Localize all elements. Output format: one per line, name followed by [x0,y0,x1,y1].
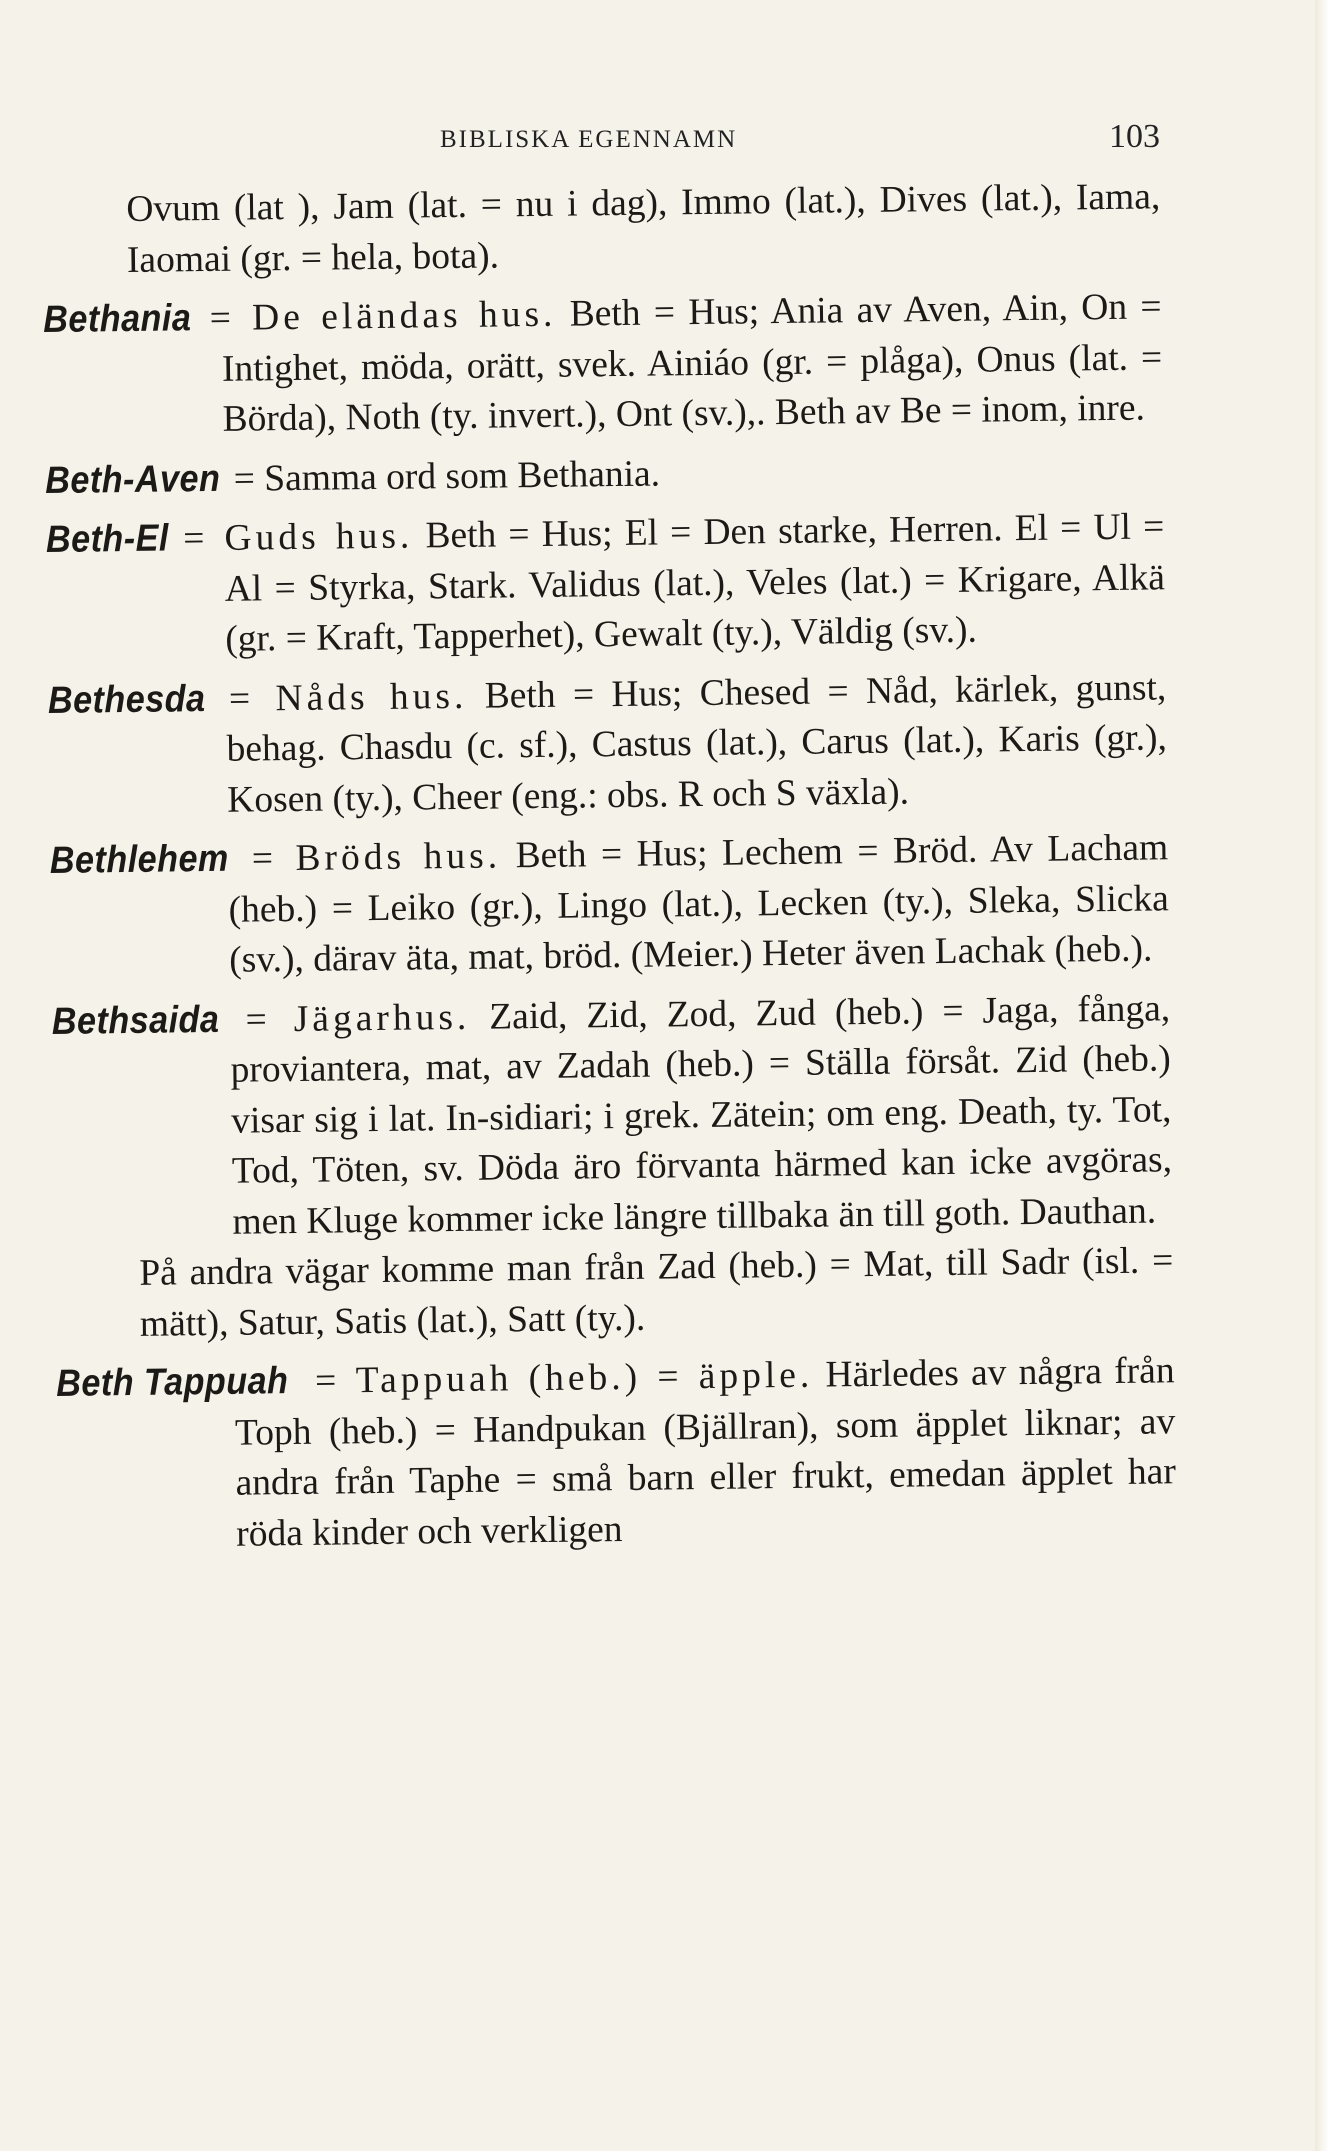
entry-beth-tappuah [56,1345,1177,1561]
entry-bethsaida-continuation [139,1236,1174,1350]
meaning: = Nåds hus. [207,675,468,720]
page-header [440,118,1160,168]
entry-text: = Samma ord som Bethania. [224,452,661,500]
entry-beth-el [45,501,1166,666]
entry-text: Ovum (lat ), Jam (lat. = nu i dag), Immo (lat.), Dives (lat.), Iama, Iaomai (gr. = hela, bota). [126,176,1161,281]
headword: Bethlehem [49,837,230,882]
entry-text: Härledes av några från Toph (heb.) = Handpukan (Bjällran), som äpplet liknar; av andra från Taphe = små barn eller frukt, emedan äpplet har röda kinder och verkligen [234,1350,1177,1555]
entry-text: Beth = Hus; El = Den starke, Herren. El = Ul = Al = Styrka, Stark. Validus (lat.), Veles (lat.) = Krigare, Alkä (gr. = Kraft, Tapperhet), Gewalt (ty.), Väldig (sv.). [224,506,1166,660]
meaning: = Tappuah (heb.) = äpple. [298,1354,814,1402]
meaning: = Bröds hus. [233,835,502,880]
page-edge [1315,0,1329,2151]
headword: Beth-El [45,517,170,562]
headword: Beth-Aven [44,457,221,502]
meaning: = Guds hus. [166,515,414,560]
body-text [43,172,1177,1561]
headword: Bethsaida [51,998,220,1043]
entry-beth-aven [44,442,1164,506]
entry-bethlehem [49,822,1170,987]
meaning: = Jägarhus. [222,996,471,1041]
entry-text: Beth = Hus; Lechem = Bröd. Av Lacham (heb.) = Leiko (gr.), Lingo (lat.), Lecken (ty.), Sleka, Slicka (sv.), därav äta, mat, bröd. (Meier.) Heter även Lachak (heb.). [228,827,1170,981]
headword: Bethania [43,297,192,342]
entry-text: Zaid, Zid, Zod, Zud (heb.) = Jaga, fånga, proviantera, mat, av Zadah (heb.) = Ställa försåt. Zid (heb.) visar sig i lat. In-sidiari; i grek. Zätein; om eng. Death, ty. Tot, Tod, Töten, sv. Döda äro förvanta härmed kan icke avgöras, men Kluge kommer icke längre tillbaka än till goth. Dauthan. [230,987,1173,1243]
entry-continued [126,172,1161,286]
entry-text: På andra vägar komme man från Zad (heb.) = Mat, till Sadr (isl. = mätt), Satur, Satis (lat.), Satt (ty.). [139,1240,1174,1345]
entry-bethsaida [51,983,1173,1249]
entry-bethania [43,281,1163,446]
headword: Beth Tappuah [56,1360,289,1405]
entry-text: Beth = Hus; Chesed = Nåd, kärlek, gunst, behag. Chasdu (c. sf.), Castus (lat.), Carus (lat.), Karis (gr.), Kosen (ty.), Cheer (eng.: obs. R och S växla). [226,666,1168,821]
running-head: BIBLISKA EGENNAMN [440,126,738,153]
entry-text: Beth = Hus; Ania av Aven, Ain, On = Intighet, möda, orätt, svek. Ainiáo (gr. = plåga), Onus (lat. = Börda), Noth (ty. invert.), Ont (sv.),. Beth av Be = inom, inre. [221,286,1163,440]
page-number: 103 [1109,118,1160,155]
headword: Bethesda [47,677,206,722]
entry-bethesda [47,662,1168,827]
meaning: = De eländas hus. [192,293,557,340]
